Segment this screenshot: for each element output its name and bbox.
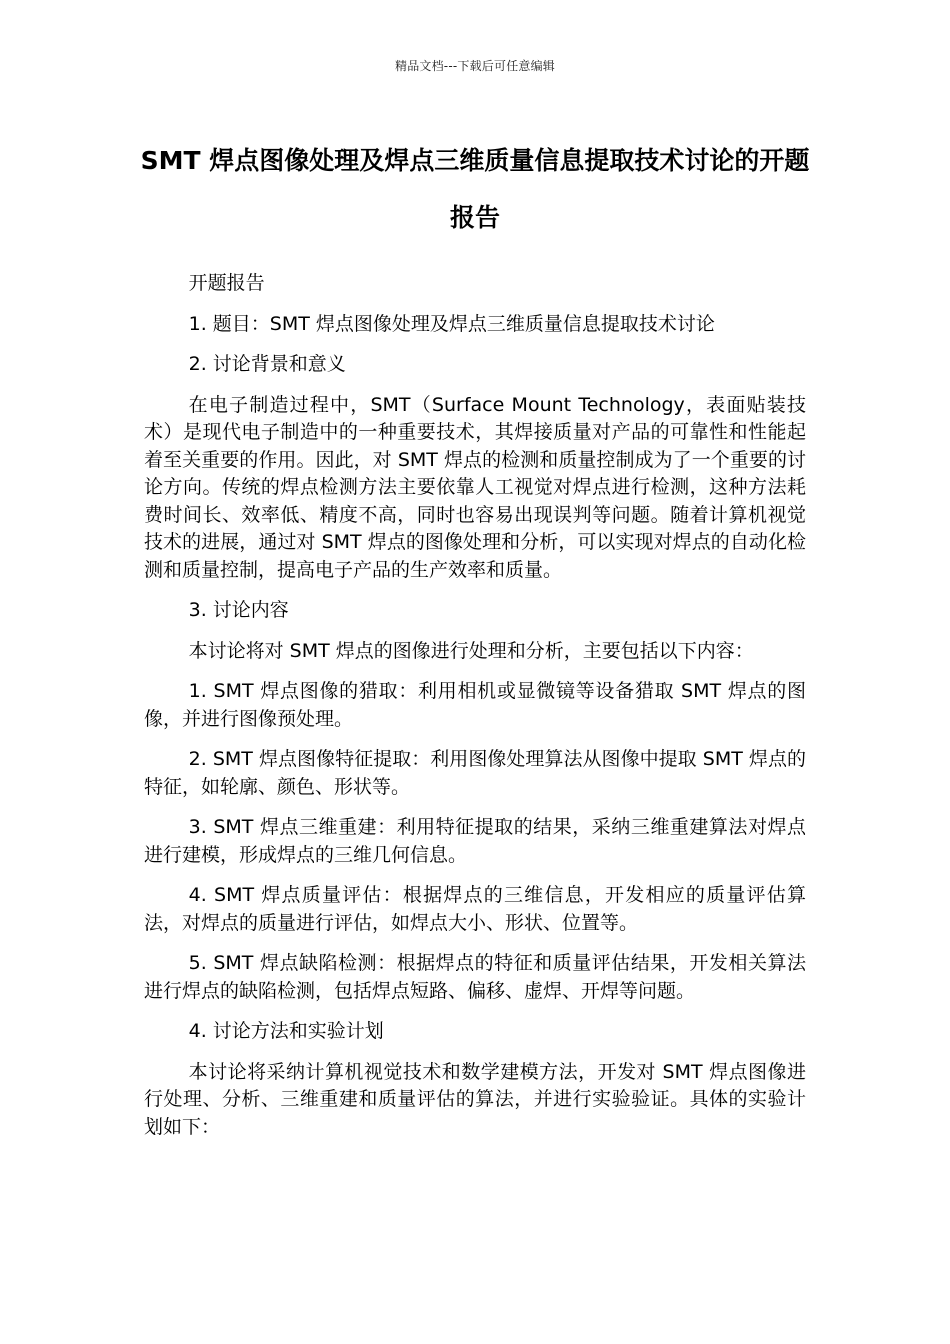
list-item-feature-extraction: 2. SMT 焊点图像特征提取：利用图像处理算法从图像中提取 SMT 焊点的特征，如轮廓、颜色、形状等。 bbox=[144, 748, 806, 798]
list-item-quality-assessment: 4. SMT 焊点质量评估：根据焊点的三维信息，开发相应的质量评估算法，对焊点的质量进行评估，如焊点大小、形状、位置等。 bbox=[144, 884, 806, 934]
paragraph-background: 在电子制造过程中，SMT（Surface Mount Technology，表面贴装技术）是现代电子制造中的一种重要技术，其焊接质量对产品的可靠性和性能起着至关重要的作用。因此，对 SMT 焊点的检测和质量控制成为了一个重要的讨论方向。传统的焊点检测方法主要依靠人工视觉对焊点进行检测，这种方法耗费时间长、效率低、精度不高，同时也容易出现误判等问题。随着计算机视觉技术的进展，通过对 SMT 焊点的图像处理和分析，可以实现对焊点的自动化检测和质量控制，提高电子产品的生产效率和质量。 bbox=[144, 393, 806, 581]
section-heading-content: 3. 讨论内容 bbox=[188, 599, 289, 621]
list-item-defect-detection: 5. SMT 焊点缺陷检测：根据焊点的特征和质量评估结果，开发相关算法进行焊点的缺陷检测，包括焊点短路、偏移、虚焊、开焊等问题。 bbox=[144, 952, 806, 1002]
document-body bbox=[144, 270, 806, 1154]
paragraph-methods: 本讨论将采纳计算机视觉技术和数学建模方法，开发对 SMT 焊点图像进行处理、分析、三维重建和质量评估的算法，并进行实验验证。具体的实验计划如下： bbox=[144, 1060, 806, 1138]
header-note: 精品文档---下载后可任意编辑 bbox=[395, 59, 555, 73]
section-heading-methods: 4. 讨论方法和实验计划 bbox=[188, 1020, 384, 1042]
section-heading-background: 2. 讨论背景和意义 bbox=[188, 353, 346, 375]
list-item-image-acquisition: 1. SMT 焊点图像的猎取：利用相机或显微镜等设备猎取 SMT 焊点的图像，并进行图像预处理。 bbox=[144, 680, 806, 730]
list-item-3d-reconstruction: 3. SMT 焊点三维重建：利用特征提取的结果，采纳三维重建算法对焊点进行建模，形成焊点的三维几何信息。 bbox=[144, 816, 806, 866]
section-label-report: 开题报告 bbox=[188, 272, 265, 294]
document-title: SMT 焊点图像处理及焊点三维质量信息提取技术讨论的开题报告 bbox=[140, 146, 810, 232]
paragraph-content-intro: 本讨论将对 SMT 焊点的图像进行处理和分析，主要包括以下内容： bbox=[188, 639, 754, 662]
section-heading-topic: 1. 题目：SMT 焊点图像处理及焊点三维质量信息提取技术讨论 bbox=[188, 312, 715, 335]
